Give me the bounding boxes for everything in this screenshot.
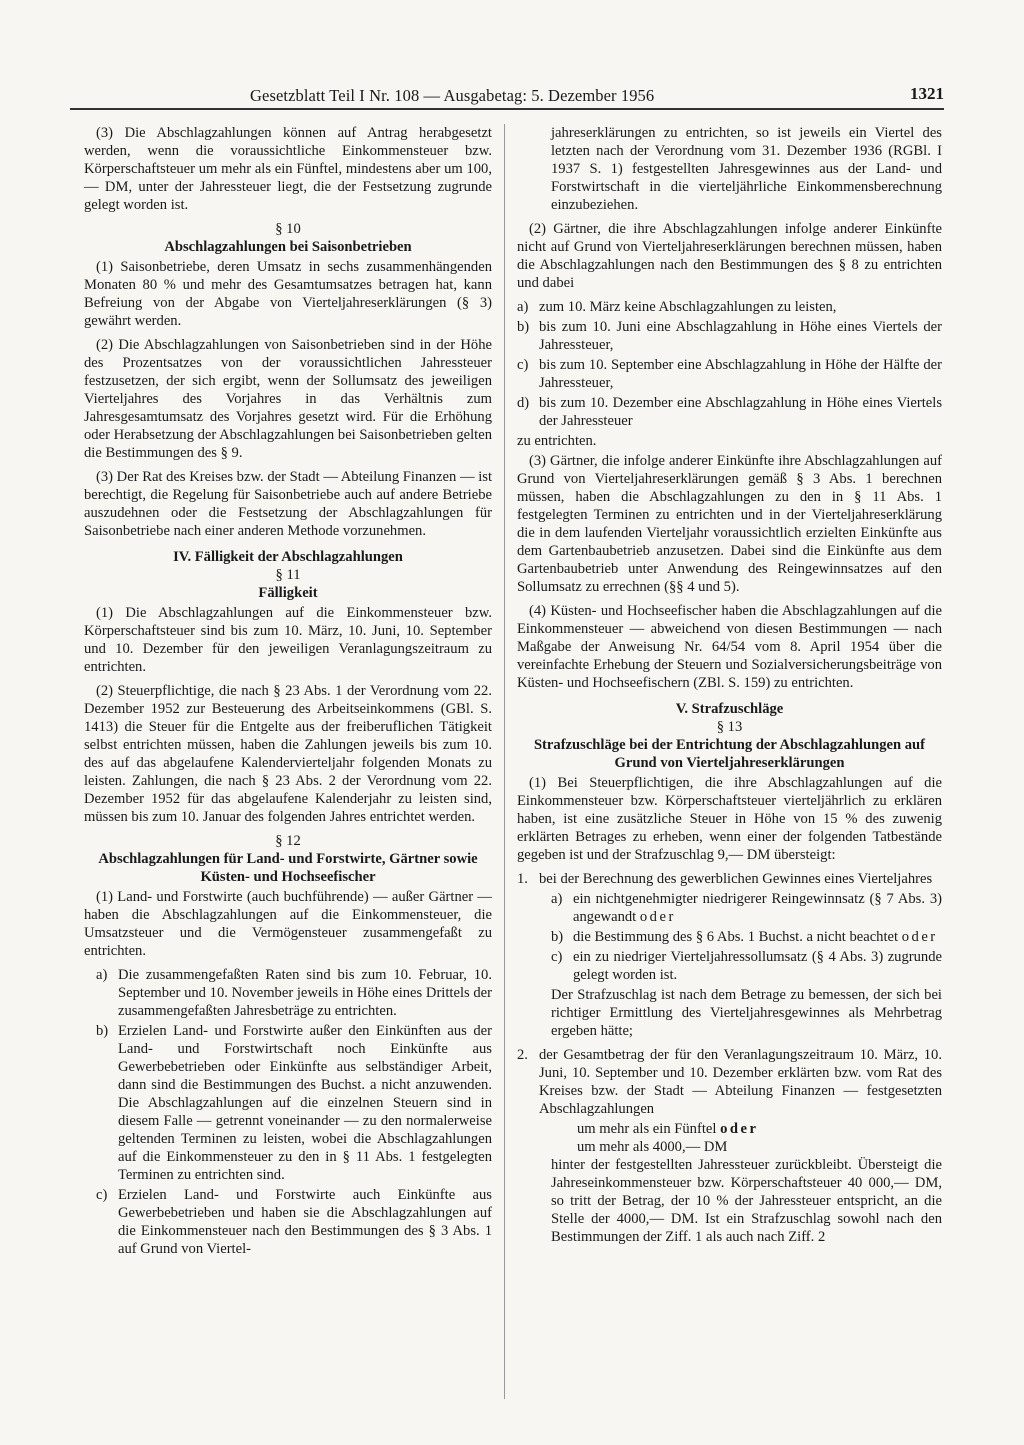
paragraph: (2) Steuerpflichtige, die nach § 23 Abs. 1 der Verordnung vom 22. Dezember 1952 zur Besteuerung des Arbeitseinkommens (GBl. S. 1413) die Steuer für die Entgelte aus der freiberuflichen Tätigkeit selbst entrichten müssen, haben die Zahlungen jeweils bis zum 10. des auf das abgelaufene Kalendervierteljahr folgenden Monats zu leisten. Zahlungen, die nach § 23 Abs. 2 der Verordnung vom 22. Dezember 1952 für das abgelaufene Kalenderjahr zu leisten sind, müssen bis zum 10. Januar des folgenden Jahres entrichtet werden.	[84, 683, 492, 825]
list-marker: c)	[517, 357, 529, 373]
list-marker: d)	[517, 395, 530, 411]
paragraph: (1) Bei Steuerpflichtigen, die ihre Abschlagzahlungen auf die Einkommensteuer bzw. Körperschaftsteuer vierteljährlich zu erklären haben, ist eine zusätzliche Steuer in Höhe von 15 % des zuwenig erklärten Betrages zu erheben, wenn einer der folgenden Tatbestände gegeben ist und der Strafzuschlag 9,— DM übersteigt:	[517, 775, 942, 863]
list-text: bis zum 10. September eine Abschlagzahlung in Höhe der Hälfte der Jahressteuer,	[539, 357, 942, 391]
right-column	[517, 124, 942, 1252]
numbered-item	[517, 1046, 942, 1118]
list-marker: b)	[551, 929, 564, 945]
list-text: Erzielen Land- und Forstwirte auch Einkünfte aus Gewerbebetrieben und haben sie die Abschlagzahlungen auf die Einkommensteuer nach den Bestimmungen des § 3 Abs. 1 auf Grund von Viertel-	[118, 1187, 492, 1257]
paragraph: (1) Land- und Forstwirte (auch buchführende) — außer Gärtner — haben die Abschlagzahlungen auf die Einkommensteuer, die Umsatzsteuer und die Vermögensteuer zusammengefaßt zu entrichten.	[84, 889, 492, 959]
list-text: ein nichtgenehmigter niedrigerer Reingewinnsatz (§ 7 Abs. 3) angewandt oder	[573, 891, 942, 925]
section-number: § 11	[275, 567, 301, 583]
numbered-item	[517, 870, 942, 888]
list-item	[517, 298, 942, 316]
list-item	[96, 966, 492, 1020]
emphasis-word: oder	[639, 909, 676, 925]
list-text: Erzielen Land- und Forstwirte außer den Einkünften aus der Land- und Forstwirtschaft noch Einkünfte aus Gewerbebetrieben oder Einkünfte aus selbständiger Arbeit, dann sind die Bestimmungen des Buchst. a nicht anzuwenden. Die Abschlagzahlungen auf die einzelnen Steuern sind in diesem Falle — getrennt voneinander — zu den normalerweise geltenden Terminen zu leisten, wobei die Abschlagzahlungen auf die Einkommensteuer zu den in § 11 Abs. 1 festgelegten Terminen zu entrichten sind.	[118, 1023, 492, 1183]
column-divider	[504, 124, 505, 1399]
page-header	[70, 84, 944, 110]
list-text: ein zu niedriger Vierteljahressollumsatz (§ 4 Abs. 3) zugrunde gelegt worden ist.	[573, 949, 942, 983]
paragraph: (2) Die Abschlagzahlungen von Saisonbetrieben sind in der Höhe des Prozentsatzes von der voraussichtlichen Jahressteuer festzusetzen, der sich ergibt, wenn der Sollumsatz des jeweiligen Vierteljahres des Vorjahres in das Verhältnis zum Jahresgesamtumsatz des Vorjahres gesetzt wird. Für die Erhöhung oder Herabsetzung der Abschlagzahlungen bei Saisonbetrieben gelten die Bestimmungen des § 9.	[84, 337, 492, 461]
paragraph: (4) Küsten- und Hochseefischer haben die Abschlagzahlungen auf die Einkommensteuer — abweichend von diesen Bestimmungen — nach Maßgabe der Anweisung Nr. 64/54 vom 8. April 1954 über die vereinfachte Erhebung der Steuern und Sozialversicherungsbeiträge von Küsten- und Hochseefischern (ZBl. S. 159) zu entrichten.	[517, 603, 942, 691]
section-title: Fälligkeit	[258, 585, 318, 601]
list-item	[517, 356, 942, 392]
list-item	[551, 890, 942, 926]
list-text: zum 10. März keine Abschlagzahlungen zu leisten,	[539, 299, 837, 315]
list-text: der Gesamtbetrag der für den Veranlagungszeitraum 10. März, 10. Juni, 10. September und 10. Dezember erklärten bzw. vom Rat des Kreises bzw. der Stadt — Abteilung Finanzen — festgesetzten Abschlagzahlungen	[539, 1047, 942, 1117]
left-column	[84, 124, 492, 1260]
list-marker: c)	[551, 949, 563, 965]
chapter-title: IV. Fälligkeit der Abschlagzahlungen	[173, 549, 403, 565]
list-marker: 1.	[517, 871, 528, 887]
list-text: Die zusammengefaßten Raten sind bis zum 10. Februar, 10. September und 10. November jeweils in Höhe eines Drittels der zusammengefaßten Jahresbeträge zu entrichten.	[118, 967, 492, 1019]
indented-line: um mehr als 4000,— DM	[577, 1139, 728, 1155]
emphasis-word: oder	[720, 1121, 759, 1137]
section-title: Strafzuschläge bei der Entrichtung der Abschlagzahlungen auf Grund von Vierteljahreserklärungen	[533, 737, 926, 771]
section-number: § 10	[275, 221, 301, 237]
section-title: Abschlagzahlungen für Land- und Forstwirte, Gärtner sowie Küsten- und Hochseefischer	[98, 851, 478, 885]
indented-line: um mehr als ein Fünftel oder	[577, 1121, 759, 1137]
list-marker: a)	[96, 967, 108, 983]
list-marker: a)	[551, 891, 563, 907]
list-marker: a)	[517, 299, 529, 315]
list-item	[551, 948, 942, 984]
header-title: Gesetzblatt Teil I Nr. 108 — Ausgabetag: 5. Dezember 1956	[250, 86, 655, 105]
list-item	[96, 1186, 492, 1258]
emphasis-word: oder	[901, 929, 938, 945]
page-number: 1321	[910, 84, 944, 103]
list-text: bis zum 10. Dezember eine Abschlagzahlung in Höhe eines Viertels der Jahressteuer	[539, 395, 942, 429]
list-item	[517, 394, 942, 430]
list-text: bis zum 10. Juni eine Abschlagzahlung in Höhe eines Viertels der Jahressteuer,	[539, 319, 942, 353]
paragraph: jahreserklärungen zu entrichten, so ist jeweils ein Viertel des letzten nach der Verordnung vom 31. Dezember 1936 (RGBl. I 1937 S. 1) festgestellten Jahresgewinnes aus der Land- und Forstwirtschaft in die vierteljährliche Einkommensberechnung einzubeziehen.	[551, 125, 942, 213]
section-number: § 12	[275, 833, 301, 849]
list-marker: 2.	[517, 1047, 528, 1063]
list-text: die Bestimmung des § 6 Abs. 1 Buchst. a nicht beachtet oder	[573, 929, 938, 945]
paragraph: (2) Gärtner, die ihre Abschlagzahlungen infolge anderer Einkünfte nicht auf Grund von Vierteljahreserklärungen berechnen müssen, haben die Abschlagzahlungen nach den Bestimmungen des § 8 zu entrichten und dabei	[517, 221, 942, 291]
paragraph: (3) Gärtner, die infolge anderer Einkünfte ihre Abschlagzahlungen auf Grund von Vierteljahreserklärungen gemäß § 3 Abs. 1 berechnen müssen, haben die Abschlagzahlungen zu den in § 11 Abs. 1 festgelegten Terminen zu entrichten und in der Vierteljahreserklärung die in dem laufenden Vierteljahr voraussichtlich erzielten Einkünfte aus dem Gartenbaubetrieb anzusetzen. Dabei sind die Einkünfte aus dem Gartenbaubetrieb unter Anwendung des Reingewinnsatzes auf den Sollumsatz zu errechnen (§§ 4 und 5).	[517, 453, 942, 595]
list-item	[517, 318, 942, 354]
list-marker: b)	[517, 319, 530, 335]
chapter-title: V. Strafzuschläge	[675, 701, 784, 717]
section-number: § 13	[716, 719, 743, 735]
paragraph: (1) Saisonbetriebe, deren Umsatz in sechs zusammenhängenden Monaten 80 % und mehr des Gesamtumsatzes betragen hat, kann Befreiung von der Abgabe von Vierteljahreserklärungen (§ 3) gewährt werden.	[84, 259, 492, 329]
list-item	[96, 1022, 492, 1184]
list-marker: b)	[96, 1023, 109, 1039]
paragraph: Der Strafzuschlag ist nach dem Betrage zu bemessen, der sich bei richtiger Ermittlung des Vierteljahresgewinnes als Mehrbetrag ergeben hätte;	[551, 987, 942, 1039]
list-item	[551, 928, 942, 946]
section-title: Abschlagzahlungen bei Saisonbetrieben	[164, 239, 412, 255]
list-marker: c)	[96, 1187, 108, 1203]
paragraph: (3) Die Abschlagzahlungen können auf Antrag herabgesetzt werden, wenn die voraussichtliche Einkommensteuer bzw. Körperschaftsteuer um mehr als ein Fünftel, mindestens aber um 100,— DM, unter der Jahressteuer liegt, die der Festsetzung zugrunde gelegt worden ist.	[84, 125, 492, 213]
paragraph: (1) Die Abschlagzahlungen auf die Einkommensteuer bzw. Körperschaftsteuer sind bis zum 10. März, 10. Juni, 10. September und 10. Dezember für den jeweiligen Veranlagungszeitraum zu entrichten.	[84, 605, 492, 675]
paragraph: zu entrichten.	[517, 433, 597, 449]
paragraph: hinter der festgestellten Jahressteuer zurückbleibt. Übersteigt die Jahreseinkommensteuer bzw. Körperschaftsteuer 40 000,— DM, so tritt der Betrag, der 10 % der Jahressteuer entspricht, an die Stelle der 4000,— DM. Ist ein Strafzuschlag sowohl nach den Bestimmungen der Ziff. 1 als auch nach Ziff. 2	[551, 1157, 942, 1245]
paragraph: (3) Der Rat des Kreises bzw. der Stadt — Abteilung Finanzen — ist berechtigt, die Regelung für Saisonbetriebe auch auf andere Betriebe auszudehnen oder die Festsetzung der Abschlagzahlungen für Saisonbetriebe nach einer anderen Methode vorzunehmen.	[84, 469, 492, 539]
list-text: bei der Berechnung des gewerblichen Gewinnes eines Vierteljahres	[539, 871, 933, 887]
